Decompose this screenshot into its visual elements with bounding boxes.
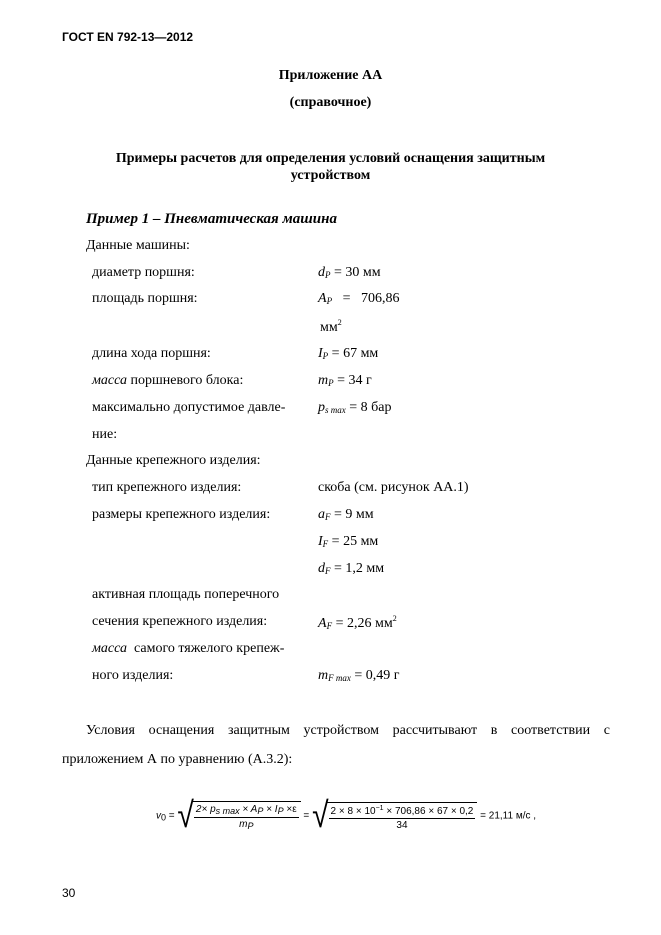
sqrt-icon: √ [177,795,194,836]
fastener-dim-a: $a_F = 9$ мм [318,507,374,522]
velocity-formula: $v_0$ = √ $\frac{2\times p_{s max} \times A_P \times I_P \times\varepsilon}{m_P}$ = √ $\frac{2 \times 8 \times 10^{-1} \times 706,86 \times 67 \times 0,2}{34}$ = 21,11 м/с , [156,795,537,836]
piston-diameter-value: $d_P = 30$ мм [318,265,381,280]
fastener-type-label: тип крепежного изделия: [92,480,242,495]
sqrt-icon: √ [312,795,329,836]
conditions-paragraph: Условия оснащения защитным устройством рассчитывают в соответствии с приложением А по уравнению (А.3.2): [62,723,610,767]
piston-area-unit: $мм^2$ [320,318,342,335]
example-title: Пример 1 – Пневматическая машина [86,211,337,227]
radical-1: $\frac{2\times p_{s max} \times A_P \times I_P \times\varepsilon}{m_P}$ [192,801,301,831]
fastener-dim-i: $I_F = 25$ мм [318,534,379,549]
page-number: 30 [62,886,76,900]
fastener-area-label-2: сечения крепежного изделия: [92,614,268,629]
piston-area-value: $A_P = 706,86$ [318,291,400,306]
stroke-length-value: $I_P = 67$ мм [318,346,379,361]
max-pressure-label-cont: ние: [92,427,118,442]
heading-line-2: устройством [290,168,371,183]
fastener-area-value: $A_F = 2,26$ $мм^2$ [318,614,397,631]
fastener-dim-d: $d_F = 1,2$ мм [318,561,385,576]
section-heading [0,150,661,184]
document-code: ГОСТ EN 792-13—2012 [62,30,194,44]
heading-line-1: Примеры расчетов для определения условий оснащения защитным [115,151,546,166]
appendix-note: (справочное) [289,95,372,110]
appendix-title: Приложение АА [278,68,383,83]
piston-mass-value: $m_P = 34$ г [318,373,372,388]
max-pressure-label: максимально допустимое давле- [92,400,286,415]
fastener-area-label-1: активная площадь поперечного [92,587,280,602]
piston-mass-label: масса поршневого блока: [92,373,244,388]
machine-data-label: Данные машины: [86,238,190,253]
piston-diameter-label: диаметр поршня: [92,265,195,280]
piston-area-label: площадь поршня: [92,291,198,306]
fastener-type-value: скоба (см. рисунок АА.1) [318,480,469,495]
radical-2: $\frac{2 \times 8 \times 10^{-1} \times 706,86 \times 67 \times 0,2}{34}$ [327,802,478,831]
stroke-length-label: длина хода поршня: [92,346,211,361]
fastener-dims-label: размеры крепежного изделия: [92,507,271,522]
fastener-mass-label-2: ного изделия: [92,668,174,683]
fastener-data-label: Данные крепежного изделия: [86,453,261,468]
max-pressure-value: $p_{s max} = 8$ бар [318,400,392,415]
fastener-mass-value: $m_{F max} = 0,49$ г [318,668,400,683]
fastener-mass-label-1: масса самого тяжелого крепеж- [92,641,285,656]
